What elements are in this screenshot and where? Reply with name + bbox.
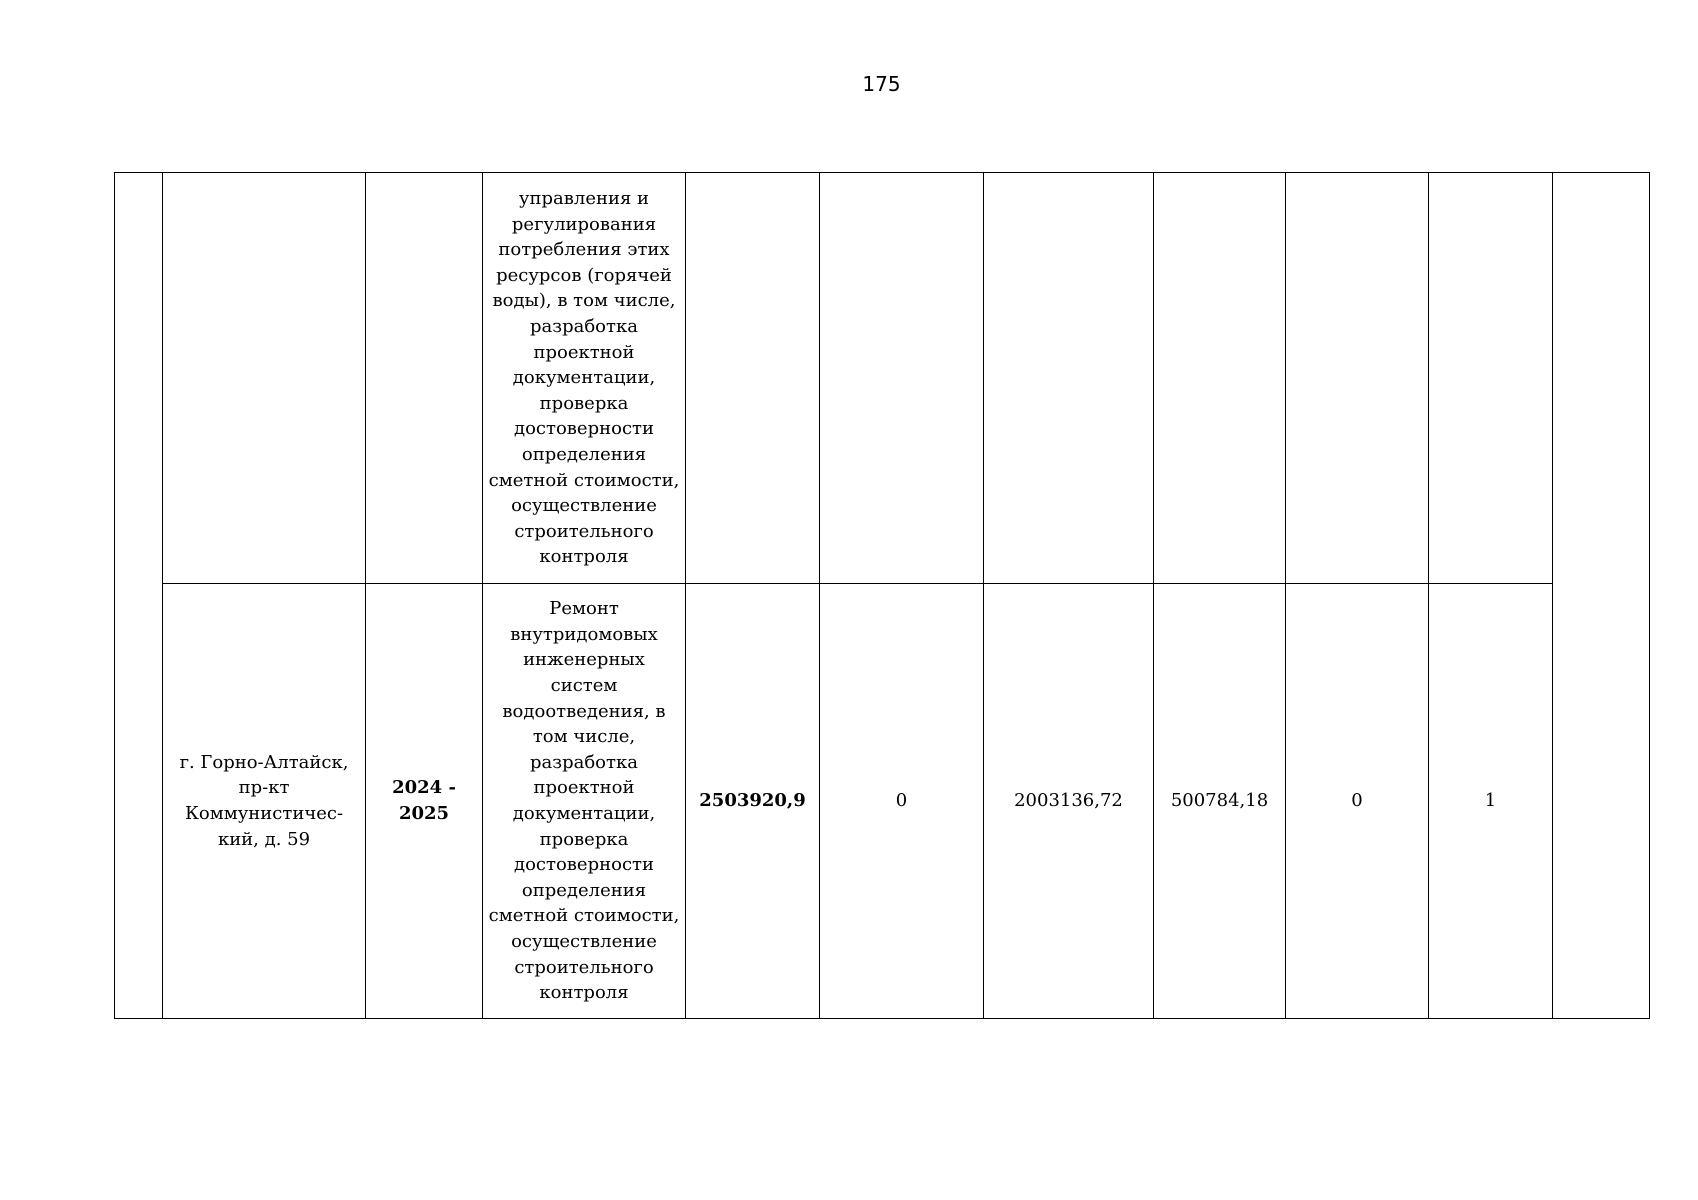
total-cost-cell (686, 173, 820, 584)
description-cell: Ремонт внутридомовых инженерных систем водоотведения, в том числе, разработка проектной документации, проверка достоверности определения сметной стоимости, осуществление строительного контроля (483, 584, 686, 1019)
value-cell (1154, 173, 1286, 584)
value-cell (820, 173, 984, 584)
row-number-cell (115, 173, 163, 1019)
value-cell: 0 (1286, 584, 1429, 1019)
address-cell (163, 173, 366, 584)
table-row (115, 173, 1650, 584)
value-cell: 2003136,72 (984, 584, 1154, 1019)
value-cell: 500784,18 (1154, 584, 1286, 1019)
last-column-cell (1553, 173, 1650, 1019)
table-row (115, 584, 1650, 1019)
description-cell: управления и регулирования потребления этих ресурсов (горячей воды), в том числе, разработка проектной документации, проверка достоверности определения сметной стоимости, осуществление строительного контроля (483, 173, 686, 584)
address-cell: г. Горно-Алтайск, пр-кт Коммунистичес-кий, д. 59 (163, 584, 366, 1019)
page-number: 175 (862, 72, 901, 96)
total-cost-cell: 2503920,9 (686, 584, 820, 1019)
value-cell (1429, 173, 1553, 584)
period-cell (366, 173, 483, 584)
value-cell (984, 173, 1154, 584)
value-cell: 1 (1429, 584, 1553, 1019)
data-table (114, 172, 1650, 1019)
value-cell (1286, 173, 1429, 584)
period-cell: 2024 - 2025 (366, 584, 483, 1019)
value-cell: 0 (820, 584, 984, 1019)
